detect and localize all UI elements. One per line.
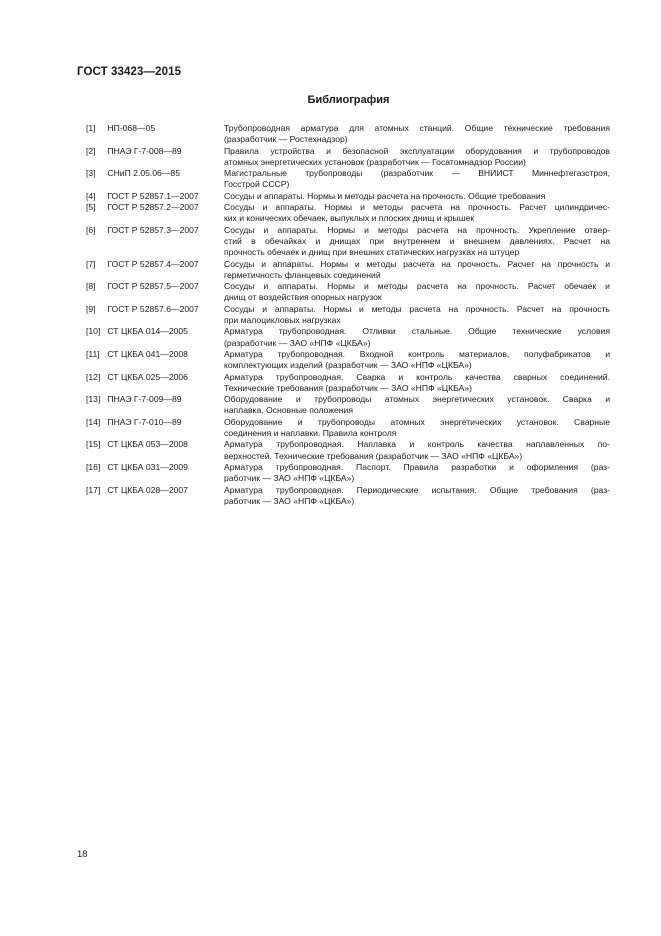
bibliography-description: [224, 326, 610, 349]
bibliography-reference: [86, 225, 224, 259]
description-line: Сосуды и аппараты. Нормы и методы расчета на прочность. Укрепление отвер-: [224, 224, 610, 235]
description-line: ких и конических обечаек, выпуклых и плоских днищ и крышек: [224, 213, 475, 224]
bibliography-reference: [86, 417, 224, 440]
description-line: Оборудование и трубопроводы атомных энергетических установок. Сварные: [224, 416, 610, 427]
bibliography-reference: [86, 259, 224, 282]
bibliography-number: [17]: [86, 484, 101, 495]
description-line: Сосуды и аппараты. Нормы и методы расчета на прочность. Расчет цилиндричес-: [224, 202, 610, 213]
bibliography-entry: [86, 326, 610, 349]
document-header: ГОСТ 33423—2015: [77, 66, 182, 78]
description-line: Сосуды и аппараты. Нормы и методы расчета на прочность. Расчет обечаек и: [224, 281, 610, 292]
bibliography-entry: [86, 462, 610, 485]
description-line: при малоцикловых нагрузках: [224, 315, 341, 326]
bibliography-reference: [86, 146, 224, 169]
description-line: (разработчик — ЗАО «НПФ «ЦКБА»): [224, 337, 371, 348]
bibliography-reference: [86, 462, 224, 485]
bibliography-entry: [86, 146, 610, 169]
bibliography-entry: [86, 168, 610, 191]
bibliography-document-code: СТ ЦКБА 031—2009: [107, 461, 188, 472]
description-line: верхностей. Технические требования (разработчик — ЗАО «НПФ «ЦКБА»): [224, 450, 523, 461]
bibliography-number: [6]: [86, 224, 96, 235]
bibliography-number: [12]: [86, 371, 101, 382]
bibliography-description: [224, 462, 610, 485]
description-line: стий в обечайках и днищах при внутреннем и внешнем давлениях. Расчет на: [224, 235, 610, 246]
bibliography-description: [224, 417, 610, 440]
bibliography-reference: [86, 281, 224, 304]
bibliography-description: [224, 349, 610, 372]
bibliography-reference: [86, 439, 224, 462]
bibliography-description: [224, 123, 610, 146]
bibliography-document-code: СТ ЦКБА 053—2008: [107, 439, 188, 450]
bibliography-document-code: ГОСТ Р 52857.5—2007: [107, 281, 199, 292]
bibliography-document-code: ГОСТ Р 52857.3—2007: [107, 224, 199, 235]
bibliography-document-code: ГОСТ Р 52857.1—2007: [107, 190, 199, 201]
description-line: Арматура трубопроводная. Периодические испытания. Общие требования (раз-: [224, 484, 610, 495]
bibliography-number: [14]: [86, 416, 101, 427]
bibliography-document-code: СТ ЦКБА 028—2007: [107, 484, 188, 495]
description-line: Арматура трубопроводная. Сварка и контроль качества сварных соединений.: [224, 371, 610, 382]
bibliography-entry: [86, 259, 610, 282]
description-line: атомных энергетических установок (разработчик — Госатомнадзор России): [224, 156, 526, 167]
description-line: Арматура трубопроводная. Отливки стальные. Общие технические условия: [224, 326, 610, 337]
description-line: комплектующих изделий (разработчик — ЗАО «НПФ «ЦКБА»): [224, 360, 472, 371]
description-line: Правила устройства и безопасной эксплуатации оборудования и трубопроводов: [224, 145, 610, 156]
bibliography-entry: [86, 304, 610, 327]
bibliography-description: [224, 202, 610, 225]
description-line: герметичность фланцевых соединений: [224, 269, 381, 280]
bibliography-document-code: ПНАЭ Г-7-008—89: [107, 145, 182, 156]
bibliography-entry: [86, 394, 610, 417]
bibliography-description: [224, 146, 610, 169]
description-line: Трубопроводная арматура для атомных станций. Общие технические требования: [224, 123, 610, 133]
bibliography-entry: [86, 191, 610, 202]
bibliography-number: [1]: [86, 123, 96, 133]
bibliography-document-code: ГОСТ Р 52857.4—2007: [107, 258, 199, 269]
description-line: Технические требования (разработчик — ЗАО «НПФ «ЦКБА»): [224, 382, 472, 393]
bibliography-number: [3]: [86, 168, 96, 179]
bibliography-description: [224, 191, 610, 202]
bibliography-document-code: СТ ЦКБА 025—2006: [107, 371, 188, 382]
bibliography-number: [7]: [86, 258, 96, 269]
bibliography-number: [2]: [86, 145, 96, 156]
bibliography-reference: [86, 372, 224, 395]
bibliography-description: [224, 168, 610, 191]
bibliography-document-code: СТ ЦКБА 014—2005: [107, 326, 188, 337]
bibliography-description: [224, 372, 610, 395]
bibliography-reference: [86, 304, 224, 327]
bibliography-document-code: СНиП 2.05.06—85: [107, 168, 180, 179]
bibliography-number: [4]: [86, 190, 96, 201]
description-line: соединения и наплавки. Правила контроля: [224, 428, 397, 439]
bibliography-description: [224, 225, 610, 259]
bibliography-document-code: СТ ЦКБА 041—2008: [107, 348, 188, 359]
bibliography-number: [9]: [86, 303, 96, 314]
description-line: днищ от воздействия опорных нагрузок: [224, 292, 382, 303]
bibliography-entry: [86, 372, 610, 395]
bibliography-entry: [86, 349, 610, 372]
description-line: Магистральные трубопроводы (разработчик — ВНИИСТ Миннефтегазстроя,: [224, 168, 610, 179]
bibliography-reference: [86, 123, 224, 146]
bibliography-reference: [86, 202, 224, 225]
bibliography-entry: [86, 417, 610, 440]
description-line: Сосуды и аппараты. Нормы и методы расчета на прочность. Расчет на прочность: [224, 303, 610, 314]
bibliography-document-code: ГОСТ Р 52857.6—2007: [107, 303, 199, 314]
bibliography-entry: [86, 123, 610, 146]
description-line: работчик — ЗАО «НПФ «ЦКБА»): [224, 473, 355, 484]
bibliography-number: [15]: [86, 439, 101, 450]
description-line: Госстрой СССР): [224, 179, 290, 190]
bibliography-document-code: ПНАЭ Г-7-010—89: [107, 416, 182, 427]
bibliography-entry: [86, 202, 610, 225]
bibliography-number: [10]: [86, 326, 101, 337]
bibliography-number: [5]: [86, 202, 96, 213]
bibliography-entry: [86, 485, 610, 508]
bibliography-number: [13]: [86, 394, 101, 405]
bibliography-description: [224, 259, 610, 282]
bibliography-description: [224, 439, 610, 462]
section-title: Библиография: [307, 94, 390, 106]
bibliography-reference: [86, 485, 224, 508]
bibliography-number: [11]: [86, 348, 100, 359]
bibliography-description: [224, 281, 610, 304]
bibliography-number: [16]: [86, 461, 101, 472]
bibliography-reference: [86, 394, 224, 417]
bibliography-list: [86, 123, 610, 507]
bibliography-reference: [86, 191, 224, 202]
bibliography-number: [8]: [86, 281, 96, 292]
bibliography-reference: [86, 168, 224, 191]
description-line: прочность обечаек и днищ при внешних статических нагрузках на штуцер: [224, 247, 520, 258]
description-line: работчик — ЗАО «НПФ «ЦКБА»): [224, 495, 355, 506]
bibliography-reference: [86, 349, 224, 372]
bibliography-document-code: ГОСТ Р 52857.2—2007: [107, 202, 199, 213]
page-number: 18: [77, 849, 88, 860]
description-line: Оборудование и трубопроводы атомных энергетических установок. Сварка и: [224, 394, 610, 405]
bibliography-document-code: ПНАЭ Г-7-009—89: [107, 394, 182, 405]
bibliography-description: [224, 304, 610, 327]
description-line: Сосуды и аппараты. Нормы и методы расчета на прочность. Общие требования: [224, 190, 546, 201]
bibliography-reference: [86, 326, 224, 349]
bibliography-document-code: НП-068—05: [107, 123, 156, 133]
bibliography-entry: [86, 225, 610, 259]
bibliography-entry: [86, 439, 610, 462]
bibliography-description: [224, 394, 610, 417]
description-line: Арматура трубопроводная. Паспорт. Правила разработки и оформления (раз-: [224, 461, 610, 472]
description-line: Арматура трубопроводная. Наплавка и контроль качества наплавленных по-: [224, 439, 610, 450]
bibliography-entry: [86, 281, 610, 304]
description-line: Сосуды и аппараты. Нормы и методы расчета на прочность. Расчет на прочность и: [224, 258, 610, 269]
description-line: Арматура трубопроводная. Входной контроль материалов, полуфабрикатов и: [224, 348, 610, 359]
description-line: наплавка. Основные положения: [224, 405, 353, 416]
bibliography-description: [224, 485, 610, 508]
description-line: (разработчик — Ростехнадзор): [224, 134, 348, 145]
